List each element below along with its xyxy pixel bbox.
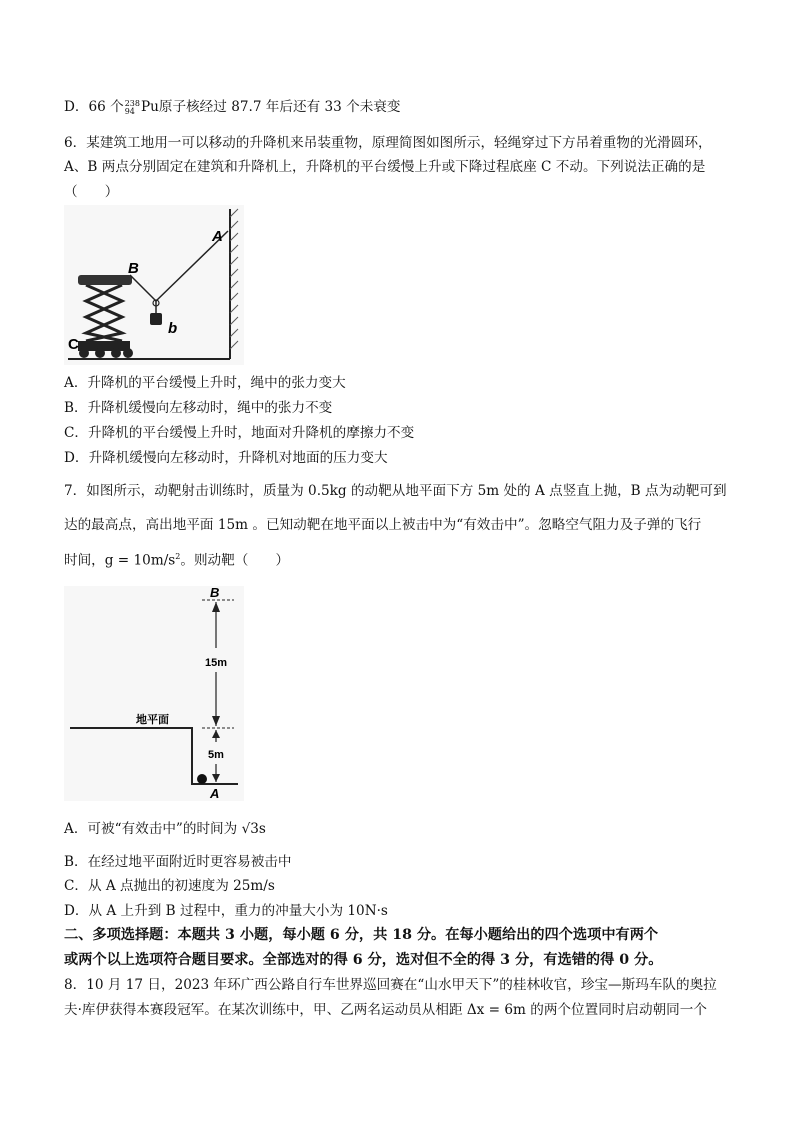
label-b: B	[128, 260, 139, 277]
label-5m: 5m	[208, 749, 224, 761]
label-ground: 地平面	[136, 714, 169, 726]
section2-line2: 或两个以上选项符合题目要求。全部选对的得 6 分，选对但不全的得 3 分，有选错的得 0 分。	[64, 952, 663, 968]
section2-line1: 二、多项选择题：本题共 3 小题，每小题 6 分，共 18 分。在每小题给出的四个选项中有两个	[64, 927, 659, 943]
q7-stem-line3: 时间，$g = 10m/s^2$。则动靶（ ）	[64, 552, 290, 569]
q7-stem-line1: 7．如图所示，动靶射击训练时，质量为 0.5kg 的动靶从地平面下方 5m 处的 A 点竖直上抛，B 点为动靶可到	[64, 483, 727, 499]
q5d-prefix: D．66 个	[64, 99, 124, 115]
q6-option-b: B．升降机缓慢向左移动时，绳中的张力不变	[64, 400, 333, 416]
q6-stem-line2: A、B 两点分别固定在建筑和升降机上，升降机的平台缓慢上升或下降过程底座 C 不动。下列说法正确的是	[64, 159, 706, 175]
label-a: A	[210, 786, 220, 801]
q8-line1: 8．10 月 17 日，2023 年环广西公路自行车世界巡回赛在“山水甲天下”的桂林收官，珍宝—斯玛车队的奥拉	[64, 977, 717, 993]
q6-lift-figure	[64, 205, 244, 365]
label-a: A	[212, 228, 223, 245]
q6-option-a: A．升降机的平台缓慢上升时，绳中的张力变大	[64, 375, 346, 391]
label-b: B	[210, 586, 220, 600]
q7-option-d: D．从 A 上升到 B 过程中，重力的冲量大小为 10N·s	[64, 903, 388, 919]
label-15m: 15m	[205, 657, 228, 669]
q7-target-figure	[64, 586, 244, 801]
q7-stem-line2: 达的最高点，高出地平面 15m 。已知动靶在地平面以上被击中为“有效击中”。忽略空气阻力及子弹的飞行	[64, 517, 702, 533]
q6-stem-line1: 6．某建筑工地用一可以移动的升降机来吊装重物，原理简图如图所示，轻绳穿过下方吊着重物的光滑圆环，	[64, 135, 712, 151]
q5d-suffix: 原子核经过 87.7 年后还有 33 个未衰变	[158, 99, 401, 115]
q6-option-c: C．升降机的平台缓慢上升时，地面对升降机的摩擦力不变	[64, 425, 415, 441]
q6-option-d: D．升降机缓慢向左移动时，升降机对地面的压力变大	[64, 450, 388, 466]
isotope-notation: 238 94	[124, 98, 140, 116]
q8-line2: 夫·库伊获得本赛段冠军。在某次训练中，甲、乙两名运动员从相距 Δx = 6m 的两个位置同时启动朝同一个	[64, 1002, 707, 1018]
label-c: C	[68, 336, 79, 353]
q7-option-a: A．可被“有效击中”的时间为 √3s	[64, 821, 266, 837]
q7-option-c: C．从 A 点抛出的初速度为 25m/s	[64, 878, 275, 894]
q5-option-d	[64, 98, 400, 116]
q7-option-b: B．在经过地平面附近时更容易被击中	[64, 854, 292, 870]
label-weight: b	[168, 320, 178, 337]
q6-stem-line3: （ ）	[64, 184, 119, 200]
element-symbol: Pu	[141, 99, 159, 115]
